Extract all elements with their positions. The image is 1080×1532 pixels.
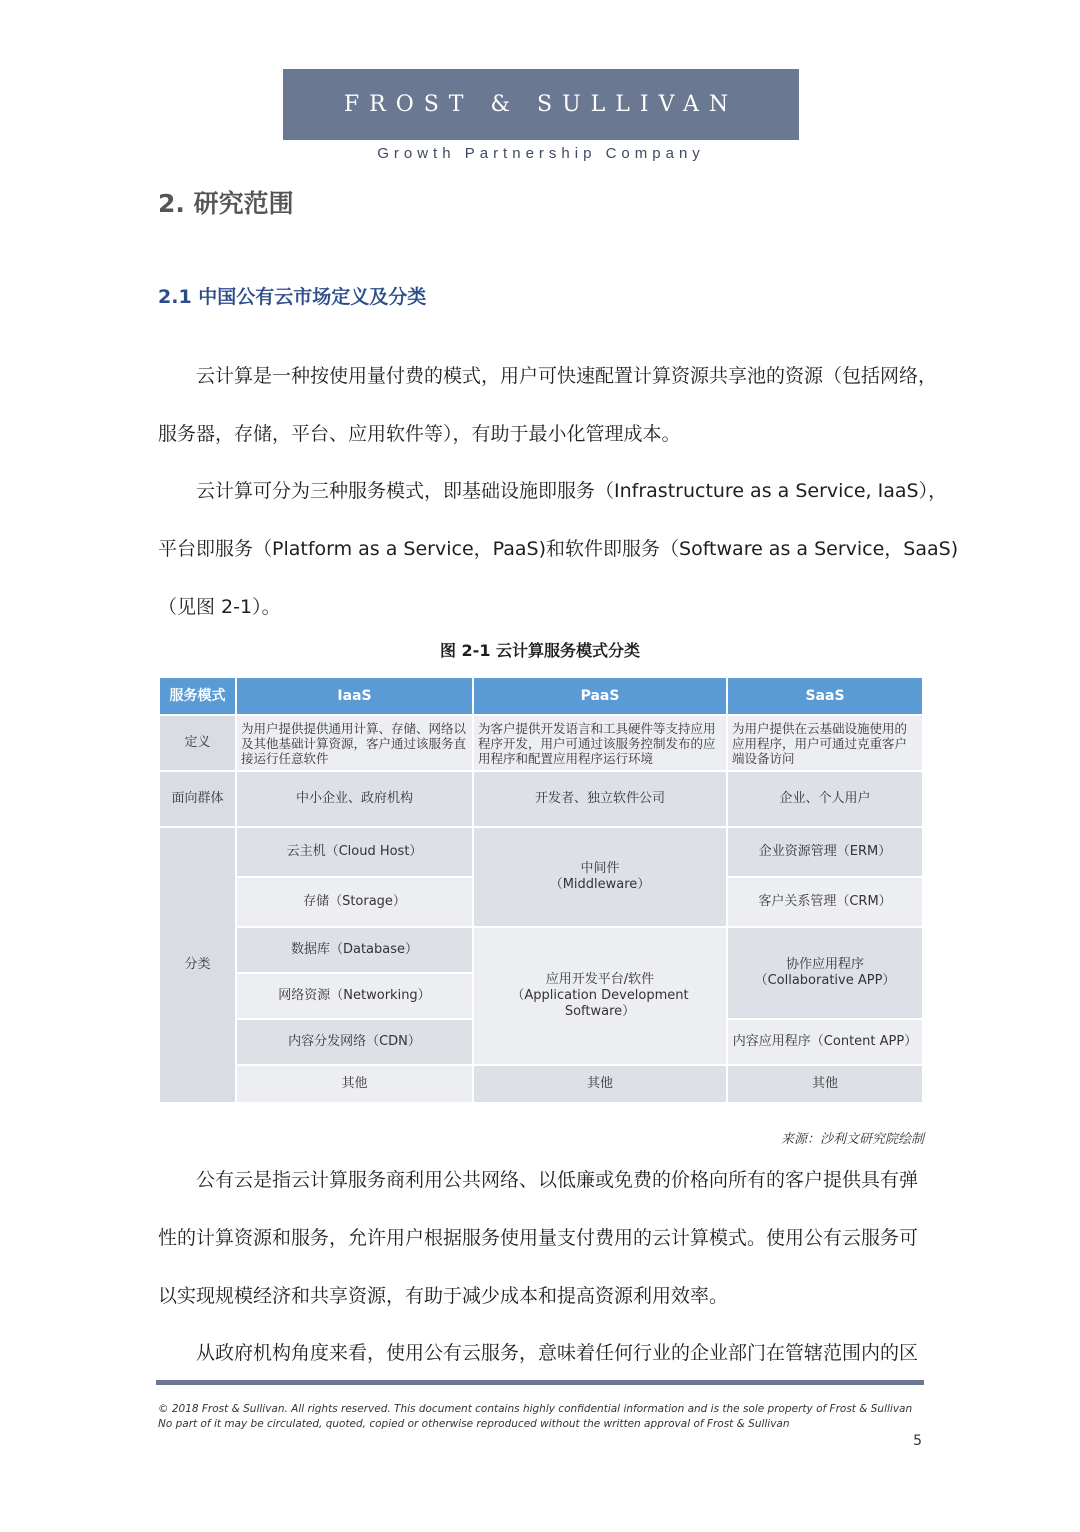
table-cell: 企业、个人用户 bbox=[728, 772, 922, 826]
logo-text: FROST & SULLIVAN bbox=[343, 92, 739, 117]
logo-tagline: Growth Partnership Company bbox=[377, 145, 705, 162]
paragraph-line: 以实现规模经济和共享资源，有助于减少成本和提高资源利用效率。 bbox=[158, 1285, 729, 1307]
paragraph-government bbox=[158, 1339, 924, 1397]
table-cell: 开发者、独立软件公司 bbox=[474, 772, 726, 826]
paragraph-line: 服务器，存储，平台、应用软件等），有助于最小化管理成本。 bbox=[158, 423, 681, 445]
figure-title: 图 2-1 云计算服务模式分类 bbox=[439, 641, 641, 660]
paragraph-line: 云计算是一种按使用量付费的模式，用户可快速配置计算资源共享池的资源（包括网络， bbox=[196, 365, 938, 387]
service-model-table bbox=[158, 676, 924, 1104]
copyright-line: © 2018 Frost & Sullivan. All rights reserved. This document contains highly confidential information and is the sole property of Frost & Sullivan bbox=[158, 1403, 913, 1415]
paragraph-public-cloud bbox=[158, 1166, 924, 1340]
header-cell: 服务模式 bbox=[160, 678, 235, 714]
table-row-category bbox=[160, 1066, 922, 1102]
table-cell: 中间件 （Middleware） bbox=[474, 828, 726, 926]
paragraph-service-models bbox=[158, 477, 959, 651]
table-cell: 其他 bbox=[728, 1066, 922, 1102]
table-header-row bbox=[160, 678, 922, 714]
frost-sullivan-logo bbox=[283, 69, 799, 140]
table-cell: 为用户提供在云基础设施使用的应用程序，用户可通过克重客户端设备访问 bbox=[728, 716, 922, 770]
table-cell: 企业资源管理（ERM） bbox=[728, 828, 922, 876]
paragraph-line: 公有云是指云计算服务商利用公共网络、以低廉或免费的价格向所有的客户提供具有弹 bbox=[196, 1169, 919, 1191]
table-row-category bbox=[160, 928, 922, 972]
table-cell: 内容分发网络（CDN） bbox=[237, 1020, 472, 1064]
copyright-notice bbox=[158, 1402, 912, 1432]
page-number: 5 bbox=[913, 1433, 922, 1449]
header-cell: SaaS bbox=[728, 678, 922, 714]
paragraph-cloud-definition bbox=[158, 362, 938, 478]
paragraph-line: （见图 2-1）。 bbox=[158, 596, 281, 618]
section-heading: 2. 研究范围 bbox=[158, 189, 294, 218]
table-cell: 为客户提供开发语言和工具硬件等支持应用程序开发，用户可通过该服务控制发布的应用程序和配置应用程序运行环境 bbox=[474, 716, 726, 770]
table-cell: 客户关系管理（CRM） bbox=[728, 878, 922, 926]
row-label: 面向群体 bbox=[160, 772, 235, 826]
table-cell: 协作应用程序 （Collaborative APP） bbox=[728, 928, 922, 1018]
header-cell: PaaS bbox=[474, 678, 726, 714]
table-cell: 应用开发平台/软件 （Application Development Software） bbox=[474, 928, 726, 1064]
paragraph-line: 云计算可分为三种服务模式，即基础设施即服务（Infrastructure as a Service, IaaS）， bbox=[196, 480, 948, 502]
table-cell: 数据库（Database） bbox=[237, 928, 472, 972]
footer-divider bbox=[156, 1380, 924, 1385]
table-cell: 其他 bbox=[474, 1066, 726, 1102]
paragraph-line: 从政府机构角度来看，使用公有云服务，意味着任何行业的企业部门在管辖范围内的区 bbox=[196, 1342, 919, 1364]
paragraph-line: 性的计算资源和服务，允许用户根据服务使用量支付费用的云计算模式。使用公有云服务可 bbox=[158, 1227, 919, 1249]
table-row-audience bbox=[160, 772, 922, 826]
table-row-definition bbox=[160, 716, 922, 770]
row-label: 定义 bbox=[160, 716, 235, 770]
table-cell: 网络资源（Networking） bbox=[237, 974, 472, 1018]
table-cell: 云主机（Cloud Host） bbox=[237, 828, 472, 876]
table-cell: 中小企业、政府机构 bbox=[237, 772, 472, 826]
table-row-category bbox=[160, 828, 922, 876]
figure-source: 来源：沙利文研究院绘制 bbox=[780, 1132, 924, 1147]
paragraph-line: 平台即服务（Platform as a Service，PaaS)和软件即服务（Software as a Service，SaaS) bbox=[158, 538, 959, 560]
copyright-line: No part of it may be circulated, quoted, copied or otherwise reproduced without the written approval of Frost & Sullivan bbox=[158, 1418, 790, 1430]
row-label: 分类 bbox=[160, 828, 235, 1102]
table-cell: 为用户提供提供通用计算、存储、网络以及其他基础计算资源，客户通过该服务直接运行任意软件 bbox=[237, 716, 472, 770]
table-cell: 内容应用程序（Content APP） bbox=[728, 1020, 922, 1064]
table-cell: 存储（Storage） bbox=[237, 878, 472, 926]
header-cell: IaaS bbox=[237, 678, 472, 714]
subsection-heading: 2.1 中国公有云市场定义及分类 bbox=[158, 286, 427, 308]
table-cell: 其他 bbox=[237, 1066, 472, 1102]
